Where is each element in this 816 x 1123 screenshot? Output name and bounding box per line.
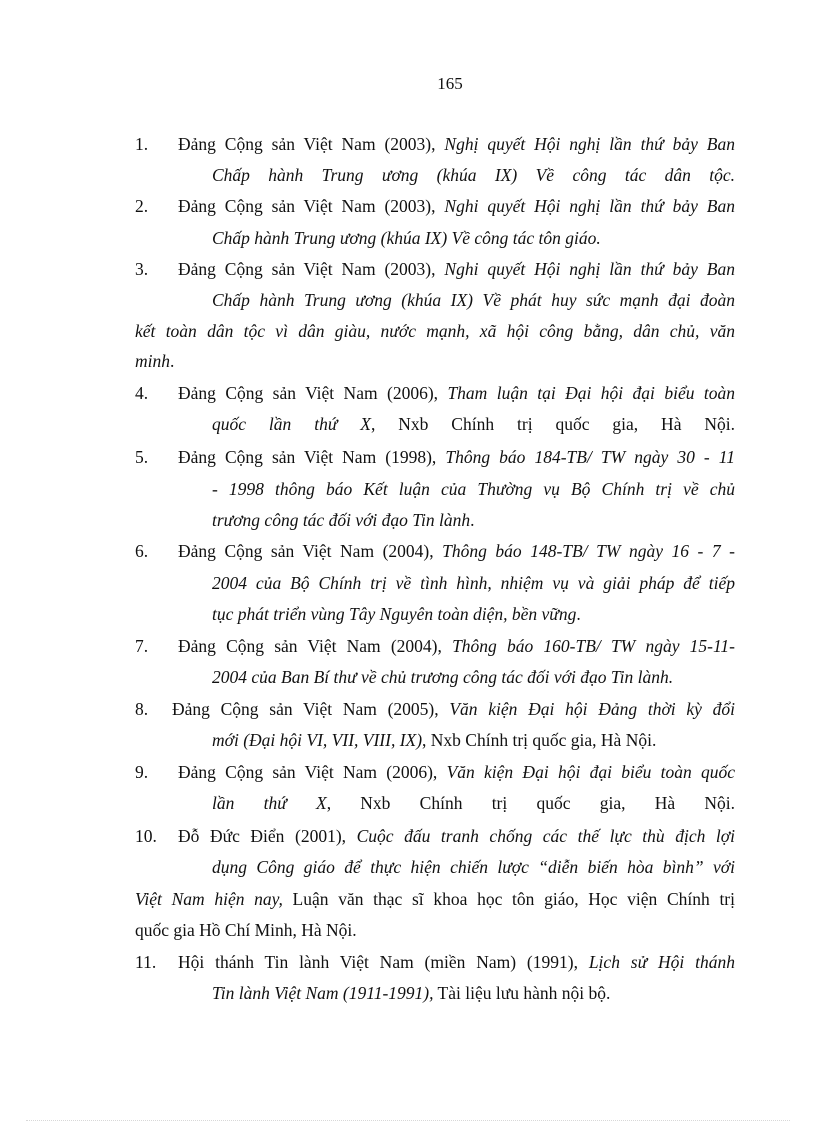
reference-title: Chấp hành Trung ương (khúa IX) Về phát huy sức mạnh đại đoàn [212,290,735,310]
reference-title: Thông báo 184-TB/ TW ngày 30 - 11 [445,447,736,467]
reference-title: Nghi quyết Hội nghị lần thứ bảy Ban [444,259,735,279]
reference-title: minh [135,351,170,371]
reference-line [212,289,735,311]
reference-title: tục phát triển vùng Tây Nguyên toàn diện, bền vững [212,604,577,624]
reference-title: Lịch sử Hội thánh [588,952,735,972]
reference-line [212,164,735,186]
reference-line [212,227,601,249]
reference-line [178,635,735,657]
reference-title: Việt Nam hiện nay, [135,889,283,909]
reference-title: - 1998 thông báo Kết luận của Thường vụ Bộ Chính trị về chủ [212,479,735,499]
reference-line [212,856,735,878]
reference-title: Thông báo 160-TB/ TW ngày 15-11- [452,636,736,656]
reference-text: , Nxb Chính trị quốc gia, Hà Nội. [370,414,735,434]
reference-title: trương công tác đối với đạo Tin lành [212,510,471,530]
page-number: 165 [437,74,463,93]
reference-text: Đảng Cộng sản Việt Nam (2003), [178,134,445,154]
reference-line [178,133,735,155]
reference-line [178,446,735,468]
reference-line [212,603,581,625]
reference-line [178,382,735,404]
reference-line [212,413,735,435]
reference-text: Đảng Cộng sản Việt Nam (2005), [172,699,450,719]
reference-number: 4. [135,383,149,403]
reference-line [178,540,735,562]
reference-text: Đảng Cộng sản Việt Nam (2004), [178,541,443,561]
reference-text: Đảng Cộng sản Việt Nam (1998), [178,447,446,467]
reference-title: Nghi quyết Hội nghị lần thứ bảy Ban [444,196,735,216]
reference-line [178,951,735,973]
reference-line [135,919,357,941]
reference-line [212,792,735,814]
reference-title: Chấp hành Trung ương (khúa IX) Về công tác dân tộc. [212,165,735,185]
reference-title: mới (Đại hội VI, VII, VIII, IX) [212,730,423,750]
reference-line [212,666,673,688]
reference-title: 2004 của Ban Bí thư về chủ trương công tác đối với đạo Tin lành. [212,667,674,687]
reference-title: kết toàn dân tộc vì dân giàu, nước mạnh, xã hội công bằng, dân chủ, văn [135,321,735,341]
reference-line [212,478,735,500]
reference-title: Tham luận tại Đại hội đại biểu toàn [447,383,735,403]
reference-number: 8. [135,699,149,719]
reference-line [178,825,735,847]
reference-title: Cuộc đấu tranh chống các thế lực thù địch lợi [356,826,735,846]
reference-line [212,729,656,751]
reference-text: , Nxb Chính trị quốc gia, Hà Nội. [326,793,735,813]
reference-text: Đảng Cộng sản Việt Nam (2004), [178,636,453,656]
reference-title: lần thứ X [212,793,327,813]
reference-title: 2004 của Bộ Chính trị về tình hình, nhiệm vụ và giải pháp để tiếp [212,573,735,593]
reference-title: quốc lần thứ X [212,414,371,434]
reference-number: 2. [135,196,149,216]
reference-text: . [470,510,475,530]
reference-line [135,320,735,342]
reference-text: Đảng Cộng sản Việt Nam (2003), [178,196,445,216]
reference-text: , Nxb Chính trị quốc gia, Hà Nội. [422,730,657,750]
reference-line [135,888,735,910]
reference-number: 11. [135,952,157,972]
reference-number: 9. [135,762,149,782]
reference-line [135,350,174,372]
reference-text: Tài liệu lưu hành nội bộ. [433,983,611,1003]
reference-title: Văn kiện Đại hội Đảng thời kỳ đổi [449,699,735,719]
reference-title: Thông báo 148-TB/ TW ngày 16 - 7 - [442,541,736,561]
reference-line [178,195,735,217]
reference-number: 10. [135,826,157,846]
reference-text: Đảng Cộng sản Việt Nam (2003), [178,259,445,279]
reference-number: 3. [135,259,149,279]
reference-title: Chấp hành Trung ương (khúa IX) Về công tác tôn giáo. [212,228,601,248]
reference-line [212,509,475,531]
reference-text: . [170,351,175,371]
reference-title: Nghị quyết Hội nghị lần thứ bảy Ban [444,134,735,154]
reference-line [212,982,610,1004]
reference-text: Hội thánh Tin lành Việt Nam (miền Nam) (1991), [178,952,589,972]
page-bottom-border [26,1120,790,1121]
reference-line [172,698,735,720]
reference-text: . [576,604,581,624]
reference-text: quốc gia Hồ Chí Minh, Hà Nội. [135,920,357,940]
reference-number: 1. [135,134,149,154]
reference-text: Luận văn thạc sĩ khoa học tôn giáo, Học viện Chính trị [282,889,735,909]
reference-number: 7. [135,636,149,656]
reference-line [178,258,735,280]
reference-line [178,761,735,783]
reference-title: Tin lành Việt Nam (1911-1991), [212,983,434,1003]
reference-number: 6. [135,541,149,561]
reference-text: Đỗ Đức Điển (2001), [178,826,357,846]
reference-line [212,572,735,594]
reference-text: Đảng Cộng sản Việt Nam (2006), [178,383,448,403]
reference-title: Văn kiện Đại hội đại biểu toàn quốc [446,762,735,782]
reference-text: Đảng Cộng sản Việt Nam (2006), [178,762,447,782]
reference-title: dụng Công giáo để thực hiện chiến lược “diễn biến hòa bình” với [212,857,735,877]
reference-number: 5. [135,447,149,467]
